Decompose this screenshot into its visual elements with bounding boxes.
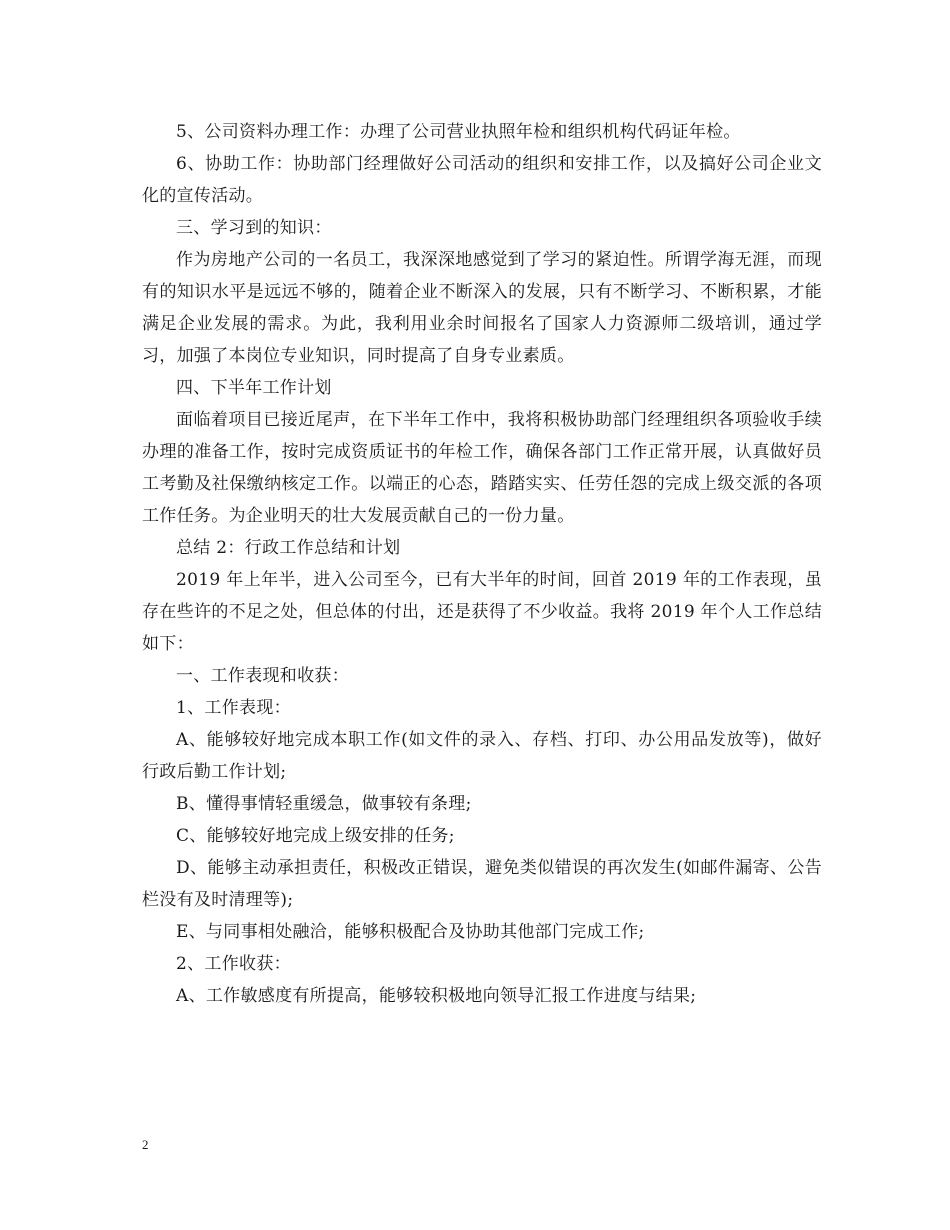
- subsection-heading: 2、工作收获：: [176, 954, 291, 974]
- paragraph: 作为房地产公司的一名员工，我深深地感觉到了学习的紧迫性。所谓学海无涯，而现有的知识水平是远远不够的，随着企业不断深入的发展，只有不断学习、不断积累，才能满足企业发展的需求。为此，我利用业余时间报名了国家人力资源师二级培训，通过学习，加强了本岗位专业知识，同时提高了自身专业素质。: [142, 250, 822, 366]
- list-item: C、能够较好地完成上级安排的任务;: [176, 826, 455, 846]
- paragraph: 面临着项目已接近尾声，在下半年工作中，我将积极协助部门经理组织各项验收手续办理的准备工作，按时完成资质证书的年检工作，确保各部门工作正常开展，认真做好员工考勤及社保缴纳核定工作。以端正的心态，踏踏实实、任劳任怨的完成上级交派的各项工作任务。为企业明天的壮大发展贡献自己的一份力量。: [142, 410, 822, 526]
- page-number: 2: [142, 1137, 149, 1152]
- list-item: A、能够较好地完成本职工作(如文件的录入、存档、打印、办公用品发放等)，做好行政后勤工作计划;: [142, 730, 822, 782]
- list-item: A、工作敏感度有所提高，能够较积极地向领导汇报工作进度与结果;: [176, 986, 697, 1006]
- section-heading: 总结 2：行政工作总结和计划: [176, 538, 401, 558]
- list-item: D、能够主动承担责任，积极改正错误，避免类似错误的再次发生(如邮件漏寄、公告栏没有及时清理等);: [142, 858, 822, 910]
- paragraph: 2019 年上年半，进入公司至今，已有大半年的时间，回首 2019 年的工作表现，虽存在些许的不足之处，但总体的付出，还是获得了不少收益。我将 2019 年个人工作总结如下：: [142, 570, 822, 654]
- list-item: B、懂得事情轻重缓急，做事较有条理;: [176, 794, 472, 814]
- section-heading: 三、学习到的知识：: [176, 218, 332, 238]
- paragraph: 5、公司资料办理工作：办理了公司营业执照年检和组织机构代码证年检。: [176, 122, 741, 142]
- list-item: E、与同事相处融洽，能够积极配合及协助其他部门完成工作;: [176, 922, 645, 942]
- subsection-heading: 1、工作表现：: [176, 698, 291, 718]
- paragraph: 6、协助工作：协助部门经理做好公司活动的组织和安排工作，以及搞好公司企业文化的宣传活动。: [142, 154, 822, 206]
- section-heading: 一、工作表现和收获：: [176, 666, 349, 686]
- section-heading: 四、下半年工作计划: [176, 378, 332, 398]
- document-body: [142, 116, 822, 1012]
